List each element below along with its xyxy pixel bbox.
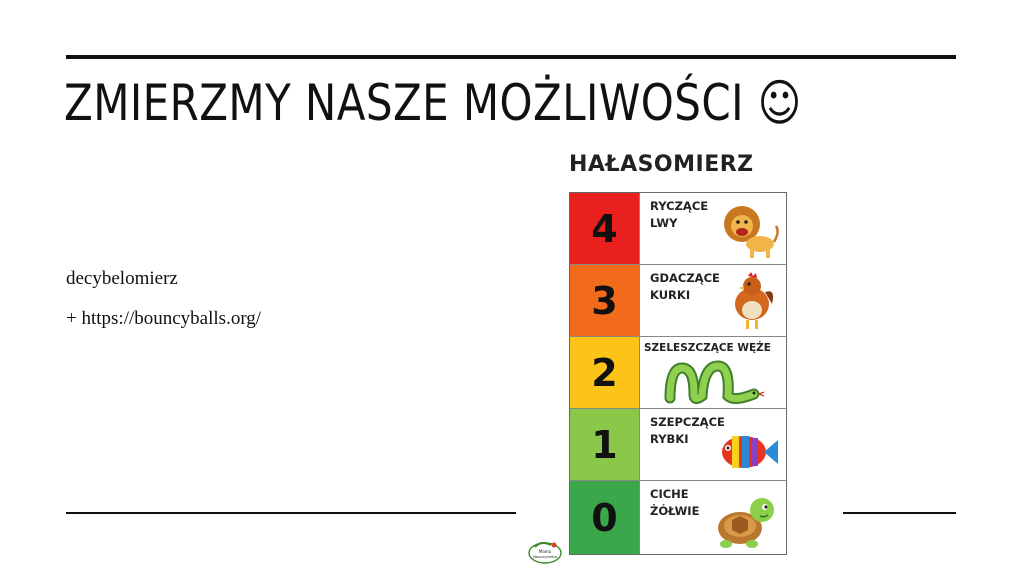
level-cell-1 xyxy=(570,409,640,480)
lion-icon xyxy=(718,202,780,260)
level-number: 3 xyxy=(591,278,618,323)
slide-title: ZMIERZMY NASZE MOŻLIWOŚCI ☺ xyxy=(64,74,802,132)
bottom-rule-right xyxy=(843,512,956,514)
level-label: RYCZĄCE LWY xyxy=(650,199,709,230)
top-rule xyxy=(66,55,956,59)
level-number: 1 xyxy=(591,422,618,467)
hen-icon xyxy=(722,270,780,332)
body-line-link[interactable]: + https://bouncyballs.org/ xyxy=(66,308,262,329)
turtle-icon xyxy=(712,490,780,550)
mama-nauczycielka-logo xyxy=(527,541,563,565)
level-cell-4 xyxy=(570,193,640,264)
level-cell-0 xyxy=(570,481,640,554)
level-number: 0 xyxy=(591,495,618,540)
level-label: SZEPCZĄCE RYBKI xyxy=(650,415,725,446)
noise-meter-title: HAŁASOMIERZ xyxy=(569,152,754,177)
body-line-decibel: decybelomierz xyxy=(66,268,178,289)
level-number: 2 xyxy=(591,350,618,395)
svg-text:Nauczycielka: Nauczycielka xyxy=(533,555,557,559)
fish-icon xyxy=(718,428,780,476)
level-cell-3 xyxy=(570,265,640,336)
snake-icon xyxy=(664,358,764,404)
level-number: 4 xyxy=(591,206,618,251)
bottom-rule-left xyxy=(66,512,516,514)
level-label: CICHE ŻÓŁWIE xyxy=(650,487,700,518)
meter-row-4 xyxy=(570,193,786,265)
meter-row-3 xyxy=(570,265,786,337)
noise-meter xyxy=(569,192,787,555)
svg-text:Mama: Mama xyxy=(538,549,552,554)
level-label: GDACZĄCE KURKI xyxy=(650,271,720,302)
meter-row-1 xyxy=(570,409,786,481)
level-label: SZELESZCZĄCE WĘŻE xyxy=(644,342,771,354)
meter-row-2 xyxy=(570,337,786,409)
level-cell-2 xyxy=(570,337,640,408)
meter-row-0 xyxy=(570,481,786,554)
